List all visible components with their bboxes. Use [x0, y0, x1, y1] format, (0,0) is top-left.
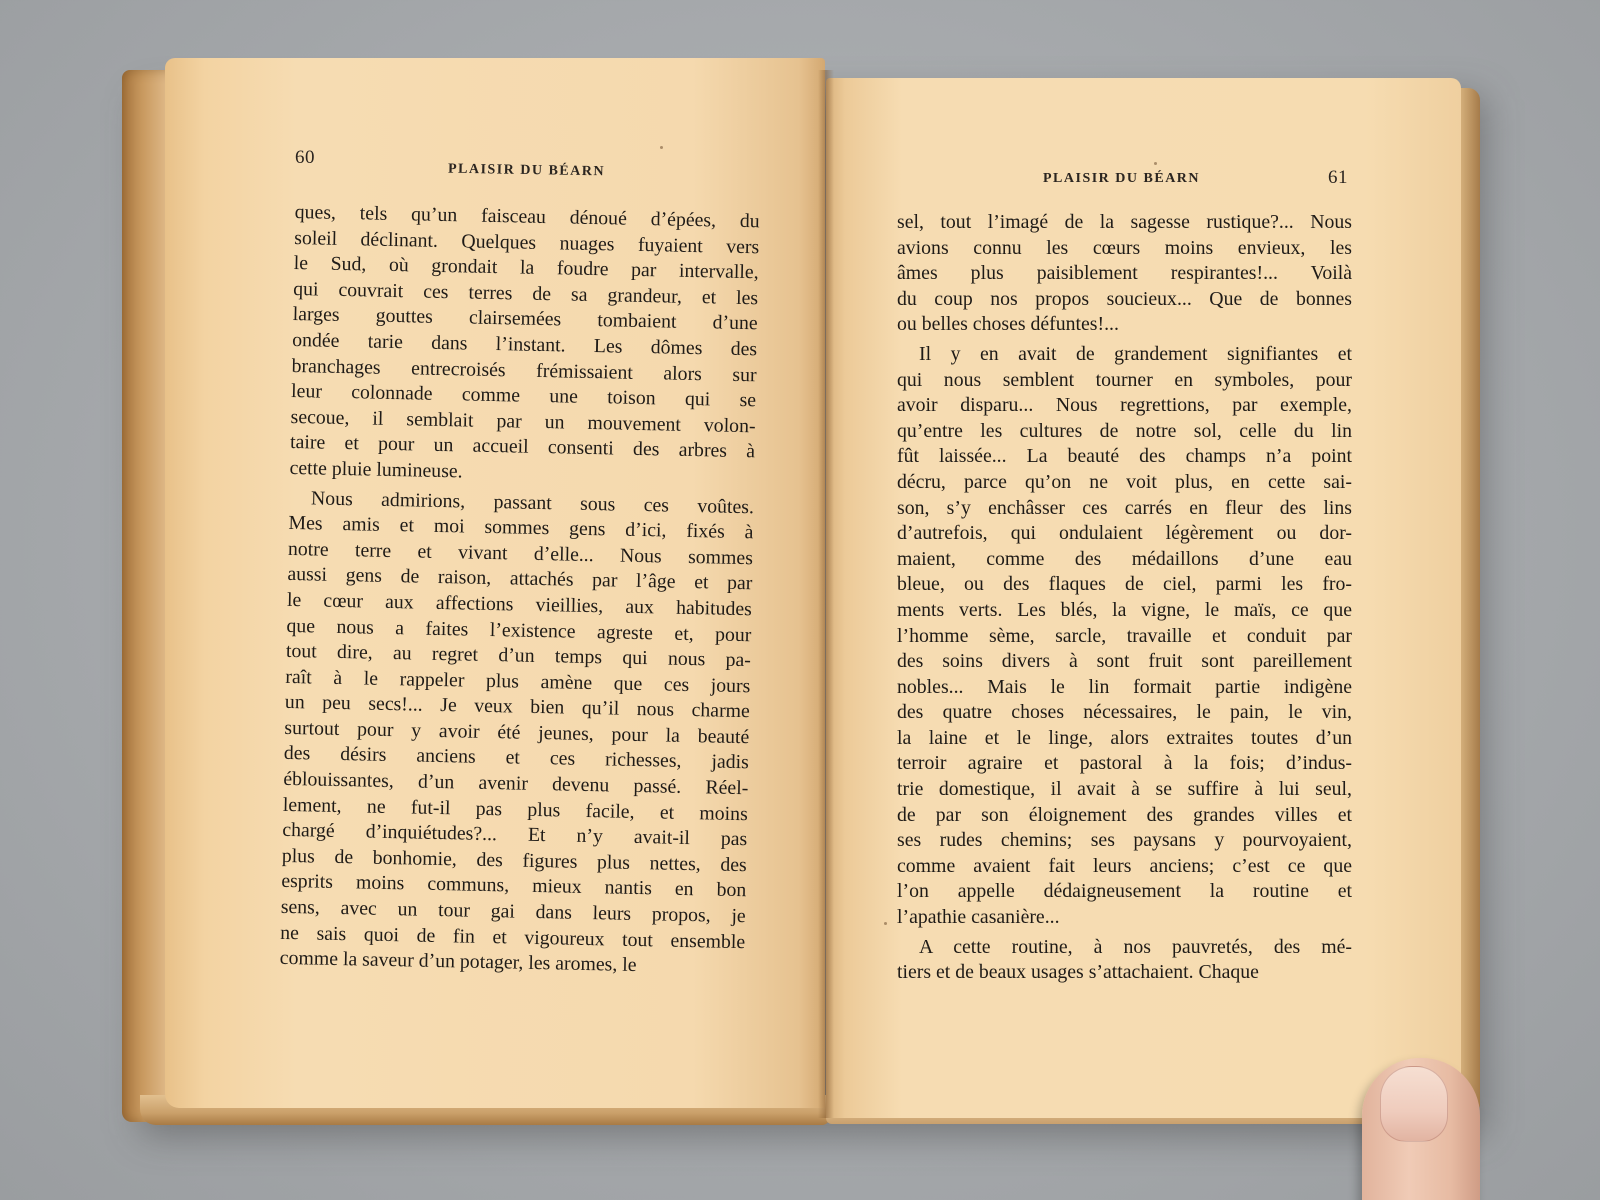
text-line: un peu secs!... Je veux bien qu’il nous charme [284, 691, 751, 723]
text-line: de par son éloignement des grandes villes et [897, 803, 1352, 826]
text-line: nobles... Mais le lin formait partie indigène [897, 675, 1352, 698]
text-line: bleue, ou des flaques de ciel, parmi les fro- [897, 573, 1352, 596]
text-line: terroir agraire et pastoral à la fois; d’indus- [897, 752, 1352, 775]
text-line: qui couvrait ces terres de sa grandeur, et les [292, 277, 759, 310]
right-page-text [897, 210, 1352, 986]
text-line: des soins divers à sont fruit sont pareillement [897, 650, 1352, 673]
text-line: leur colonnade comme une toison qui se [290, 380, 757, 412]
text-line: notre terre et vivant d’elle... Nous sommes [287, 537, 754, 569]
text-line: lement, ne fut-il pas plus facile, et moins [282, 793, 748, 825]
text-line: cette pluie lumineuse. [289, 456, 463, 483]
text-line: soleil déclinant. Quelques nuages fuyaient vers [294, 226, 760, 258]
text-line: plus de bonhomie, des figures plus nettes, des [281, 844, 747, 877]
text-line: larges gouttes clairsemées tombaient d’une [292, 303, 758, 335]
text-line: ne sais quoi de fin et vigoureux tout ensemble [280, 921, 746, 953]
text-line: âmes plus paisiblement respirantes!... Voilà [897, 262, 1352, 285]
text-line: tiers et de beaux usages s’attachaient. Chaque [897, 961, 1259, 984]
text-line: avoir disparu... Nous regrettions, par exemple, [897, 394, 1352, 417]
text-line: l’apathie casanière... [897, 906, 1060, 929]
text-line: ses rudes chemins; ses paysans y pourvoyaient, [897, 829, 1352, 852]
text-line: le cœur aux affections vieillies, aux habitudes [286, 588, 753, 621]
text-line: la laine et le linge, alors extraites toutes d’un [897, 726, 1352, 749]
text-line: trie domestique, il avait à se suffire à lui seul, [897, 778, 1352, 801]
text-line: maient, comme des médaillons d’une eau [897, 547, 1352, 570]
text-line: aussi gens de raison, attachés par l’âge et par [287, 563, 753, 595]
text-line: comme la saveur d’un potager, les aromes, le [279, 947, 637, 977]
right-page-number: 61 [1328, 167, 1348, 188]
text-line: secoue, il semblait par un mouvement volon- [290, 405, 756, 438]
paragraph [280, 485, 755, 981]
text-line: comme avaient fait leurs anciens; c’est ce que [897, 854, 1352, 877]
text-line: sens, avec un tour gai dans leurs propos, je [280, 895, 746, 928]
text-line: éblouissantes, d’un avenir devenu passé. Réel- [283, 767, 749, 800]
text-line: chargé d’inquiétudes?... Et n’y avait-il pas [282, 819, 748, 851]
text-line: Nous admirions, passant sous ces voûtes. [310, 486, 755, 518]
left-running-head: PLAISIR DU BÉARN [447, 161, 606, 180]
fingernail [1380, 1066, 1448, 1142]
book-gutter [818, 70, 834, 1118]
right-running-head: PLAISIR DU BÉARN [1043, 171, 1201, 186]
text-line: ments verts. Les blés, la vigne, le maïs, ce que [897, 598, 1352, 621]
text-line: Mes amis et moi sommes gens d’ici, fixés à [288, 512, 754, 544]
paper-speck [1154, 162, 1157, 165]
text-line: des quatre choses nécessaires, le pain, le vin, [897, 701, 1352, 724]
text-line: son, s’y enchâsser ces carrés en fleur des lins [897, 496, 1352, 519]
left-page-text [280, 200, 760, 981]
paragraph [289, 200, 760, 491]
text-line: avions connu les cœurs moins envieux, les [897, 236, 1352, 259]
paragraph [897, 935, 1352, 986]
text-line: taire et pour un accueil consenti des arbres à [289, 431, 756, 463]
text-line: ondée tarie dans l’instant. Les dômes des [291, 328, 758, 361]
left-page-number: 60 [295, 147, 315, 168]
text-line: l’homme sème, sarcle, travaille et conduit par [897, 624, 1352, 647]
paper-speck [660, 146, 663, 149]
text-line: qu’entre les cultures de notre sol, celle du lin [897, 419, 1352, 442]
text-line: ou belles choses défuntes!... [897, 313, 1119, 336]
text-line: le Sud, où grondait la foudre par intervalle, [293, 252, 759, 284]
paper-speck [884, 922, 887, 925]
text-line: que nous a faites l’existence agreste et, pour [286, 614, 752, 646]
paragraph [897, 210, 1352, 338]
text-line: sel, tout l’imagé de la sagesse rustique?... Nous [897, 211, 1352, 233]
text-line: esprits moins communs, mieux nantis en bon [281, 870, 747, 902]
text-line: raît à le rappeler plus amène que ces jours [285, 665, 751, 697]
text-line: d’autrefois, qui ondulaient légèrement ou dor- [897, 522, 1352, 545]
text-line: A cette routine, à nos pauvretés, des mé- [919, 935, 1352, 958]
text-line: du coup nos propos soucieux... Que de bonnes [897, 287, 1352, 310]
text-line: fût laissée... La beauté des champs n’a point [897, 445, 1352, 468]
text-line: qui nous semblent tourner en symboles, pour [897, 368, 1352, 391]
text-line: surtout pour y avoir été jeunes, pour la beauté [284, 716, 750, 749]
text-line: décru, parce qu’on ne voit plus, en cette sai- [897, 470, 1352, 493]
text-line: Il y en avait de grandement signifiantes et [919, 342, 1352, 365]
text-line: des désirs anciens et ces richesses, jadis [283, 742, 750, 774]
text-line: tout dire, au regret d’un temps qui nous pa- [285, 640, 752, 672]
text-line: l’on appelle dédaigneusement la routine et [897, 880, 1352, 903]
text-line: branchages entrecroisés frémissaient alors sur [291, 354, 757, 386]
text-line: ques, tels qu’un faisceau dénoué d’épées, du [294, 200, 760, 233]
paragraph [897, 342, 1352, 931]
